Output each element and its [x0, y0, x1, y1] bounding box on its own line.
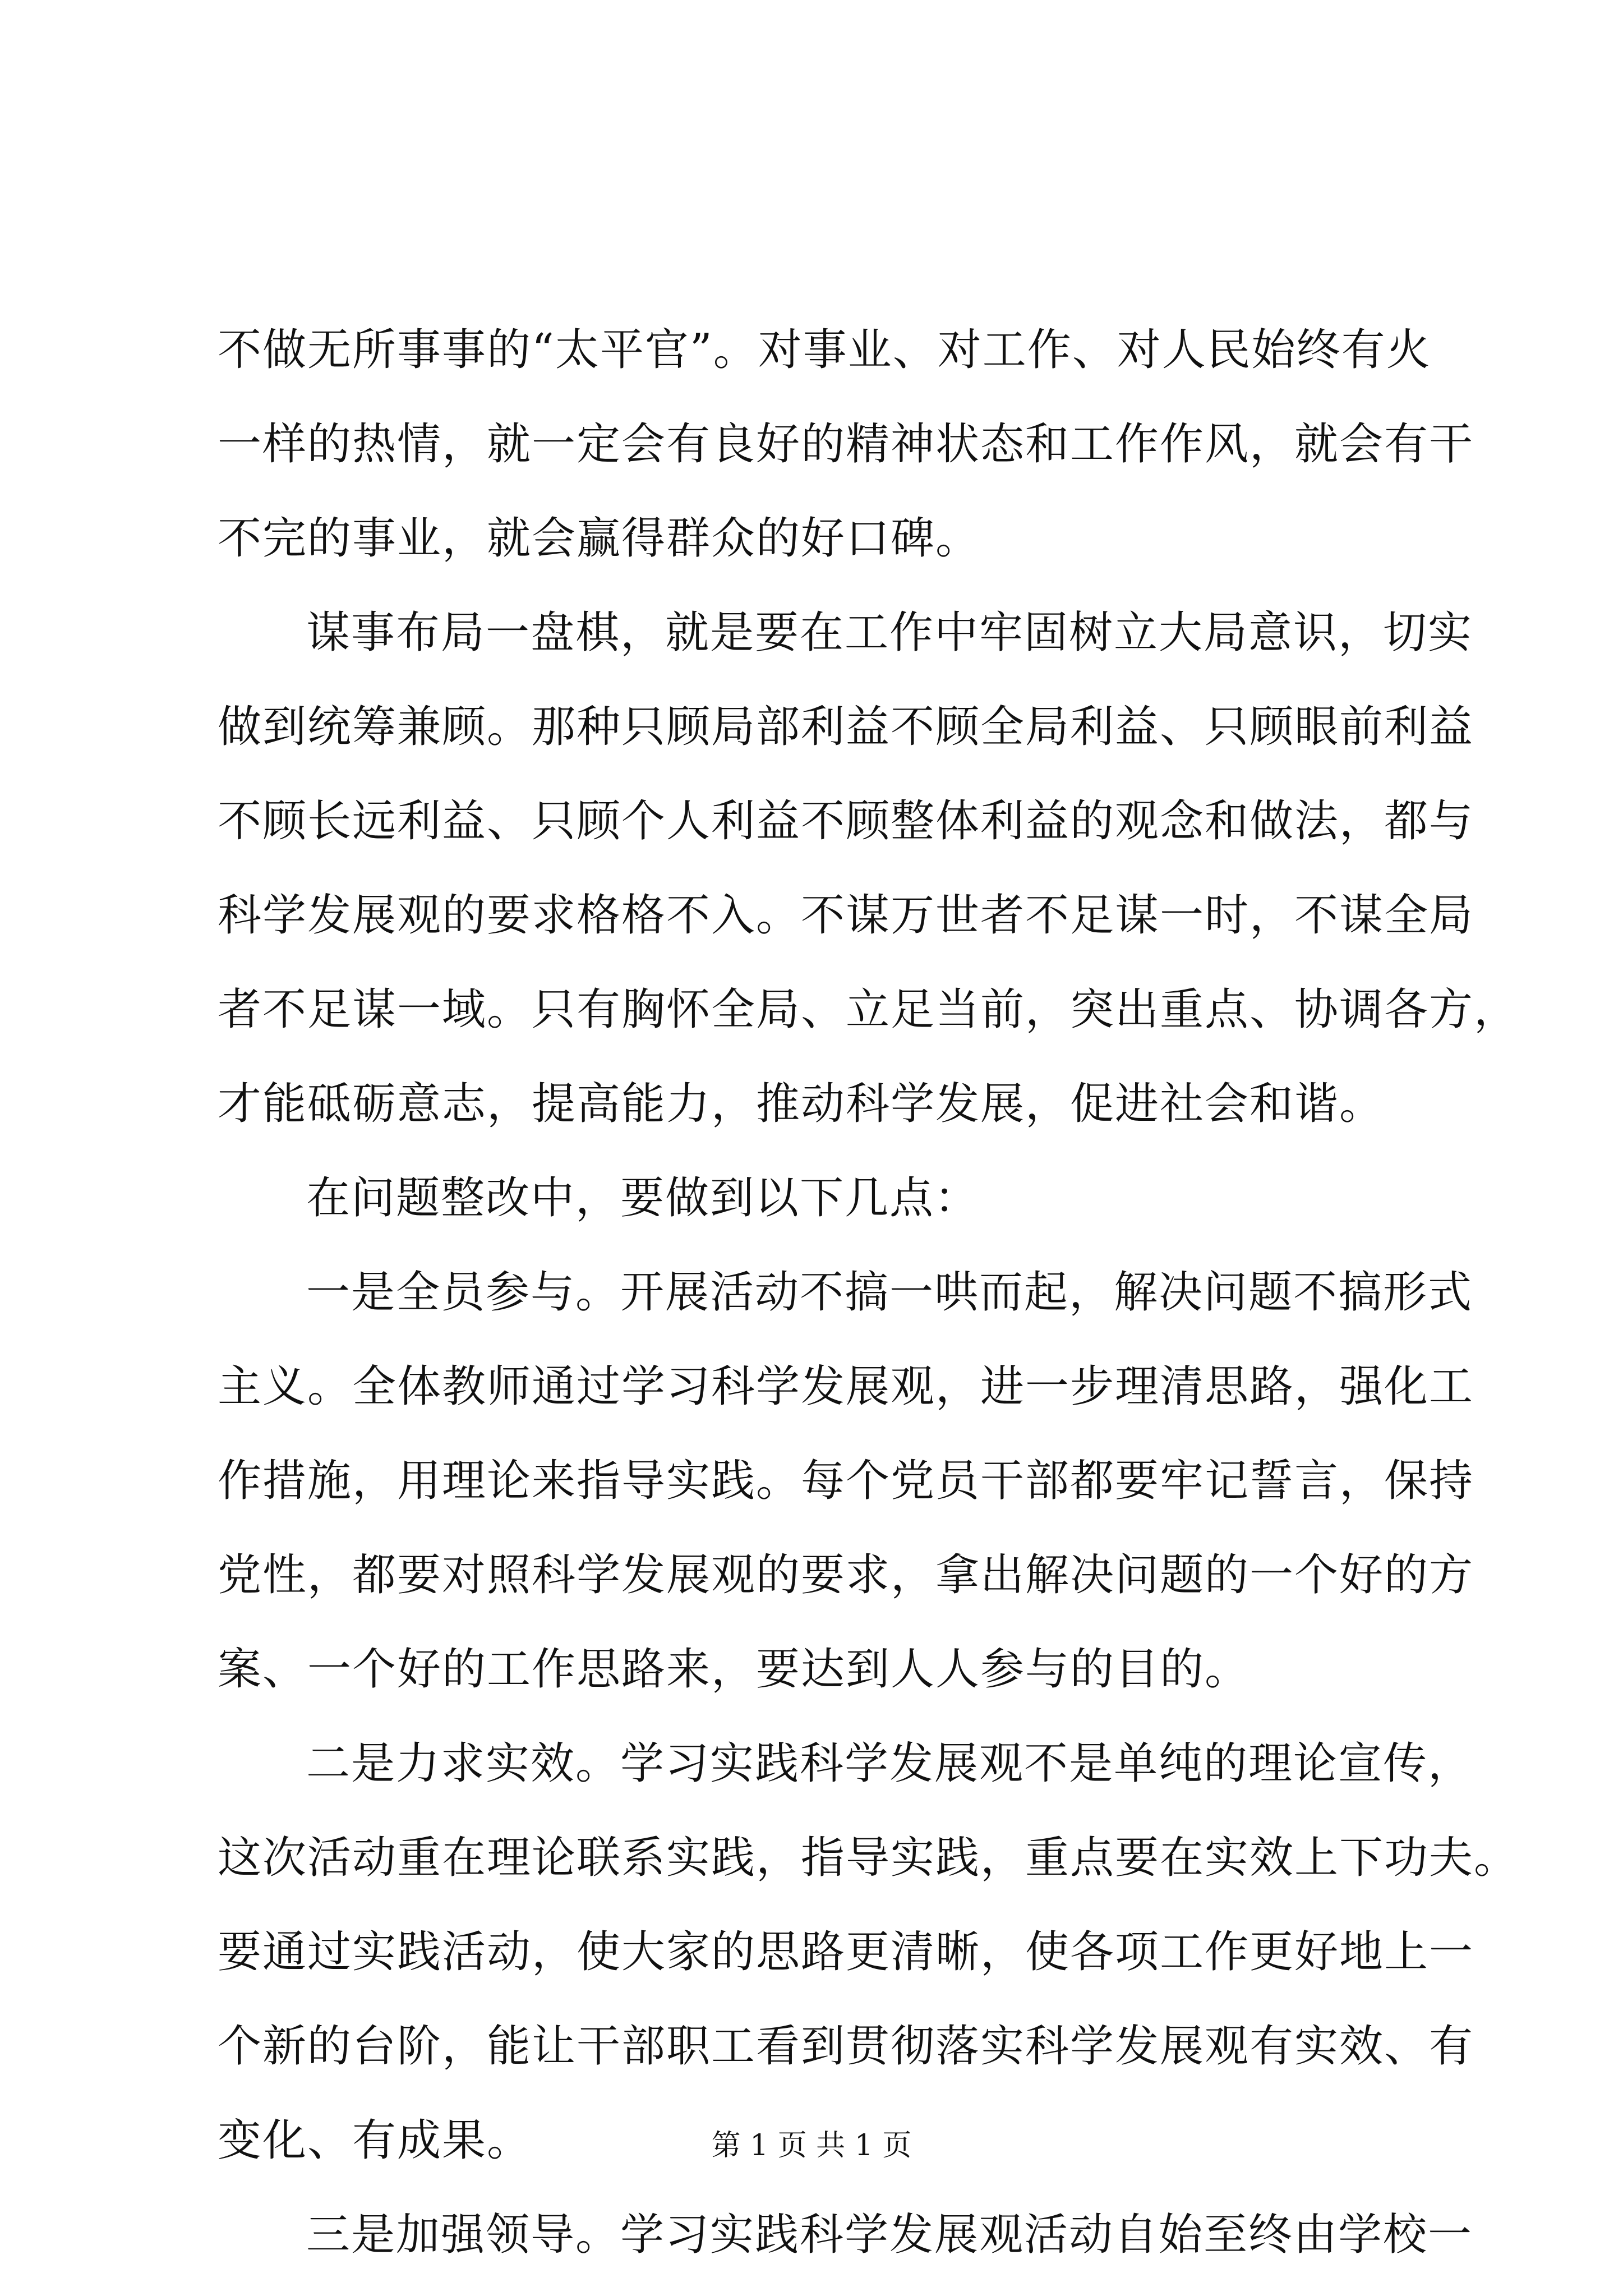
text-line: 者不足谋一域。只有胸怀全局、立足当前，突出重点、协调各方， [218, 984, 1519, 1035]
text-line: 做到统筹兼顾。那种只顾局部利益不顾全局利益、只顾眼前利益 [218, 702, 1474, 752]
text-line: 在问题整改中，要做到以下几点： [306, 1173, 980, 1223]
text-line: 科学发展观的要求格格不入。不谋万世者不足谋一时，不谋全局 [218, 890, 1474, 941]
text-line: 不完的事业，就会赢得群众的好口碑。 [218, 513, 981, 564]
text-line: 案、一个好的工作思路来，要达到人人参与的目的。 [218, 1644, 1250, 1695]
text-line: 要通过实践活动，使大家的思路更清晰，使各项工作更好地上一 [218, 1927, 1474, 1977]
text-line: 这次活动重在理论联系实践，指导实践，重点要在实效上下功夫。 [218, 1833, 1519, 1883]
text-line: 不顾长远利益、只顾个人利益不顾整体利益的观念和做法，都与 [218, 796, 1474, 846]
text-line: 一是全员参与。开展活动不搞一哄而起，解决问题不搞形式 [306, 1267, 1473, 1318]
page-number: 第 1 页 共 1 页 [711, 2129, 912, 2162]
text-line: 党性，都要对照科学发展观的要求，拿出解决问题的一个好的方 [218, 1550, 1474, 1600]
text-line: 主义。全体教师通过学习科学发展观，进一步理清思路，强化工 [218, 1361, 1474, 1412]
text-line: 变化、有成果。 [218, 2115, 532, 2166]
document-body [218, 303, 1519, 2282]
text-line: 才能砥砺意志，提高能力，推动科学发展，促进社会和谐。 [218, 1079, 1385, 1129]
text-line: 谋事布局一盘棋，就是要在工作中牢固树立大局意识，切实 [306, 608, 1473, 658]
text-line: 作措施，用理论来指导实践。每个党员干部都要牢记誓言，保持 [218, 1456, 1474, 1506]
text-line: 不做无所事事的“太平官”。对事业、对工作、对人民始终有火 [218, 325, 1431, 375]
text-line: 二是力求实效。学习实践科学发展观不是单纯的理论宣传， [306, 1738, 1473, 1789]
text-line: 一样的热情，就一定会有良好的精神状态和工作作风，就会有干 [218, 419, 1474, 470]
text-line: 三是加强领导。学习实践科学发展观活动自始至终由学校一 [306, 2210, 1473, 2260]
text-line: 个新的台阶，能让干部职工看到贯彻落实科学发展观有实效、有 [218, 2021, 1474, 2072]
